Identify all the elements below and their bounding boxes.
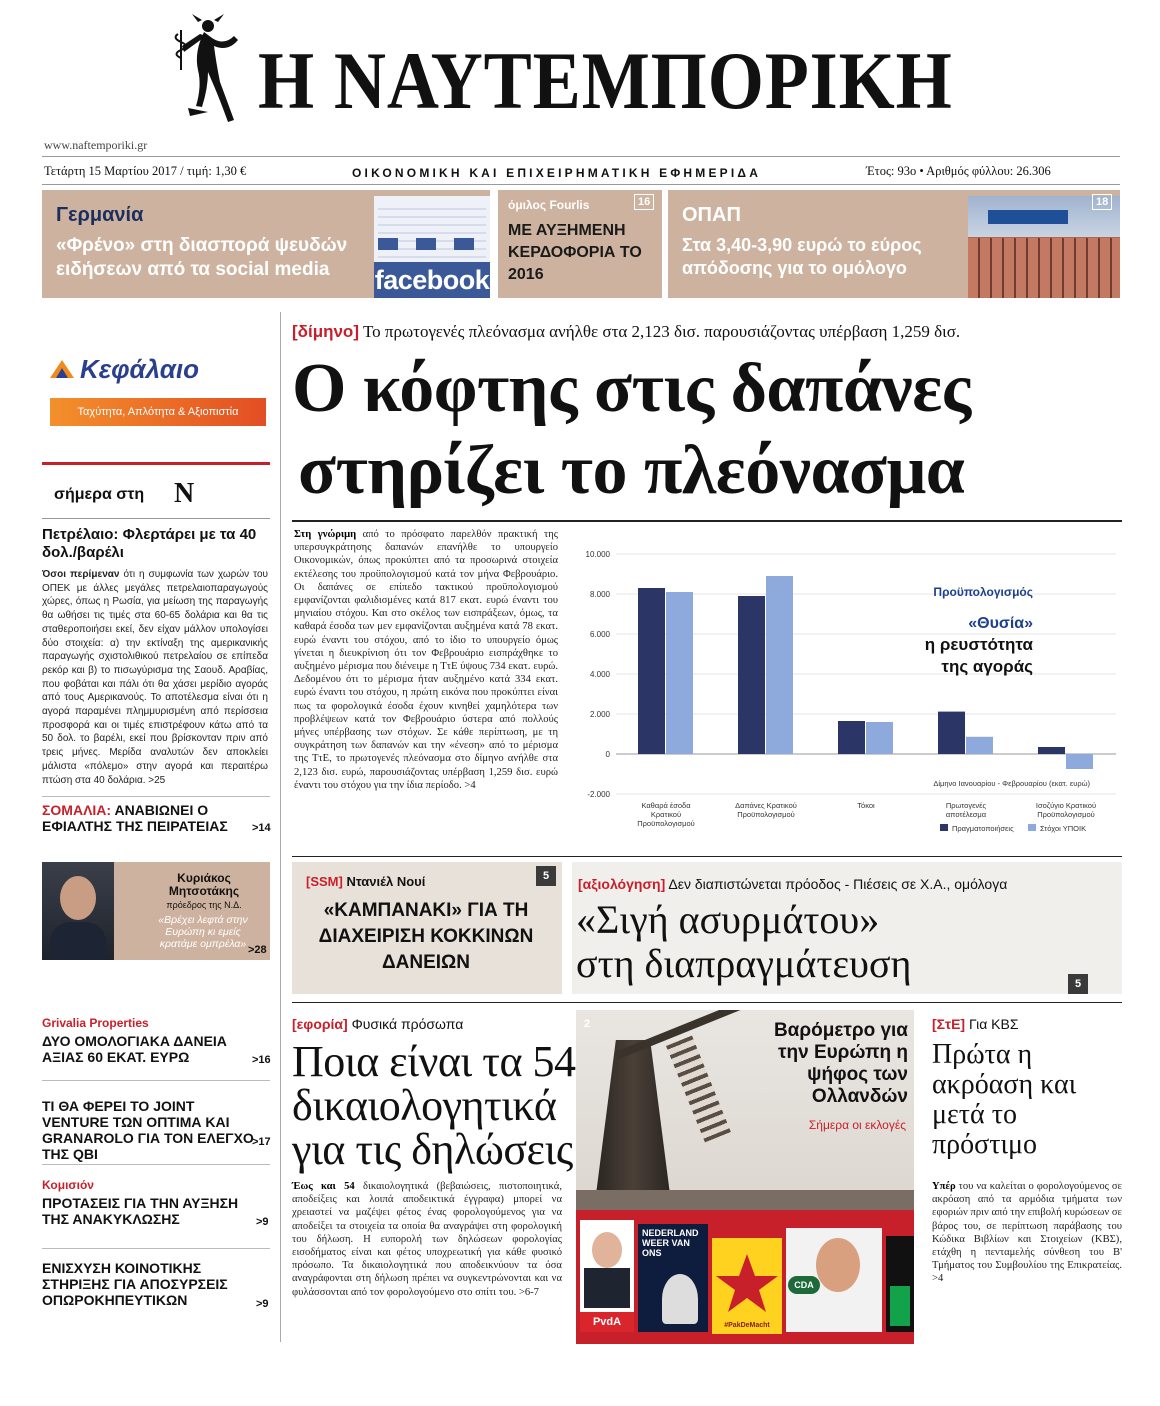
tax-headline-line-2: δικαιολογητικά bbox=[292, 1081, 557, 1130]
item-title: ΠΡΟΤΑΣΕΙΣ ΓΙΑ ΤΗΝ ΑΥΞΗΣΗ ΤΗΣ ΑΝΑΚΥΚΛΩΣΗΣ bbox=[42, 1195, 239, 1227]
tax-deck bbox=[292, 1016, 463, 1032]
teaser-text: ΜΕ ΑΥΞΗΜΕΝΗ ΚΕΡΔΟΦΟΡΙΑ ΤΟ 2016 bbox=[508, 222, 642, 283]
page-ref[interactable]: >16 bbox=[252, 1054, 271, 1066]
ad-slogan: Ταχύτητα, Απλότητα & Αξιοπιστία bbox=[50, 398, 266, 426]
ste-deck-text: Για ΚΒΣ bbox=[968, 1016, 1019, 1032]
ssm-kicker: [SSM] bbox=[306, 874, 343, 889]
page-ref[interactable]: 16 bbox=[634, 194, 654, 210]
item-title: ΕΝΙΣΧΥΣΗ ΚΟΙΝΟΤΙΚΗΣ ΣΤΗΡΙΞΗΣ ΓΙΑ ΑΠΟΣΥΡΣΕΙΣ ΟΠΩΡΟΚΗΠΕΥΤΙΚΩΝ bbox=[42, 1260, 228, 1308]
chart-note: Δίμηνο Ιανουαρίου - Φεβρουαρίου (εκατ. ευρώ) bbox=[933, 779, 1090, 788]
y-tick-label: 8.000 bbox=[589, 590, 610, 599]
teaser-title: Γερμανία bbox=[56, 204, 144, 226]
facebook-image bbox=[374, 196, 490, 298]
item-title: ΤΙ ΘΑ ΦΕΡΕΙ ΤΟ JOINT VENTURE ΤΩΝ ΟΠΤΙΜΑ ΚΑΙ GRANAROLO ΓΙΑ ΤΟΝ ΕΛΕΓΧΟ ΤΗΣ QBI bbox=[42, 1098, 254, 1162]
netherlands-sub: Σήμερα οι εκλογές bbox=[808, 1118, 906, 1132]
legend-swatch bbox=[940, 824, 948, 831]
sidebar-lead-title[interactable]: Πετρέλαιο: Φλερτάρει με τα 40 δολ./βαρέλι bbox=[42, 526, 257, 561]
mitsotakis-box[interactable] bbox=[42, 862, 270, 960]
negotiation-deck: Δεν διαπιστώνεται πρόοδος - Πιέσεις σε Χ.Α., ομόλογα bbox=[668, 876, 1008, 892]
ste-kicker: [ΣτΕ] bbox=[932, 1016, 966, 1032]
poster-label: CDA bbox=[788, 1276, 820, 1294]
budget-chart bbox=[568, 528, 1120, 850]
bar bbox=[1038, 747, 1065, 754]
teaser-fourlis[interactable] bbox=[498, 190, 662, 298]
facebook-label: facebook bbox=[374, 262, 490, 298]
sidebar-somalia[interactable] bbox=[42, 802, 270, 842]
lede: Όσοι περίμεναν bbox=[42, 569, 120, 580]
mitsotakis-photo bbox=[42, 862, 114, 960]
sidebar-section-title: σήμερα στη bbox=[54, 486, 145, 503]
body: ότι η συμφωνία των χωρών του ΟΠΕΚ με άλλες μεγάλες πετρελαιοπαραγωγούς χώρες, όπως η Ρωσία, για μείωση της παραγωγής θα ωθήσει τις τιμές στα 60-65 δολάρια και θα τις σταθεροποιήσει εκεί, δεν είχαν μάλλον υπολογίσει δύο στοιχεία: α) την εκτίναξη της αμερικανικής παραγωγής σχιστολιθικού πετρελαίου σε επίπεδα ρεκόρ και β) το πισωγύρισμα της Σαουδ. Αραβίας, που φοβάται και πάλι ότι θα χάσει μερίδιο αγοράς από τους Αμερικανούς. Το αποτέλεσμα είναι ότι η αγορά παραμένει πλημμυρισμένη από περίσσεια προσφορά και οι τιμές επιστρέφουν κάτω από τα 50 δολ. το βαρέλι, εκεί που βρίσκονταν πριν από τρεις μήνες. Μερίδα αναλυτών δεν αποκλείει μάλιστα «πόλεμο» στην αγορά και περαιτέρω πτώση στα 40 δολάρια. >25 bbox=[42, 569, 268, 786]
ad-brand: Κεφάλαιο bbox=[80, 354, 199, 384]
kefalaio-logo-icon bbox=[48, 358, 76, 380]
x-tick-label: Δαπάνες Κρατικού Προϋπολογισμού bbox=[735, 801, 797, 819]
bar bbox=[766, 576, 793, 754]
ssm-story[interactable] bbox=[292, 862, 562, 994]
mitsotakis-quote: «Βρέχει λεφτά στην Ευρώπη κι εμείς κρατάμε ομπρέλα» bbox=[158, 914, 248, 950]
x-tick-label: Τόκοι bbox=[857, 801, 875, 810]
negotiation-headline-line-2: στη διαπραγμάτευση bbox=[576, 941, 912, 986]
sidebar-item[interactable] bbox=[42, 1260, 270, 1316]
tax-headline-line-1: Ποια είναι τα 54 bbox=[292, 1037, 576, 1086]
item-kicker: Grivalia Properties bbox=[42, 1016, 149, 1030]
main-body bbox=[294, 528, 558, 792]
ste-body bbox=[932, 1180, 1122, 1286]
ste-headline[interactable]: Πρώτα η ακρόαση και μετά το πρόστιμο bbox=[932, 1039, 1077, 1160]
tax-body bbox=[292, 1180, 562, 1299]
chart-subtitle: η ρευστότητα bbox=[924, 635, 1033, 654]
lede: Υπέρ bbox=[932, 1181, 956, 1192]
x-tick-label: Ισοζύγιο Κρατικού Προϋπολογισμού bbox=[1035, 801, 1097, 819]
poster-label: NEDERLAND WEER VAN ONS bbox=[642, 1228, 699, 1258]
body: από το πρόσφατο παρελθόν πρακτική της υπερσυγκράτησης δαπανών επανήλθε το υπουργείο Οικονομικών, όπως προκύπτει από τα προσωρινά στοιχεία εκτέλεσης του προϋπολογισμού κατά τον μήνα Φεβρουάριο. Οι δαπάνες σε επίπεδο τακτικού προϋπολογισμού εμφανίζονται φαλιδισμένες κατά 817 εκατ. ευρώ έναντι του μηνιαίου στόχου. Και στο σκέλος των εισπράξεων, όμως, τα καθαρά έσοδα των μεν εμφανίζονται αυξημένα κατά 78 εκατ. ευρώ έναντι του στόχου, από το ίδιο το υπουργείο όμως γίνεται η διευκρίνιση ότι τον Φεβρουάριο εισπράχθηκε το αυξημένο μέρισμα που διένειμε η ΤτΕ ύψους 734 εκατ. ευρώ. Δεδομένου ότι το μέρισμα ήταν αυξημένο κατά 334 εκατ. ευρώ έναντι του στόχου, η πρώτη εικόνα που προκύπτει είναι πως τα φορολογικά έσοδα έχουν κινηθεί χαμηλότερα των προβλέψεων κατά τον Φεβρουάριο ύστερα από πολλούς μήνες υπέρβασης των στόχων. Σε κάθε περίπτωση, με τη συγκράτηση των δαπανών και την «ένεση» από το μέρισμα της ΤτΕ, το πρωτογενές πλεόνασμα στο δίμηνο ανήλθε στα 2,123 δισ. ευρώ, παρουσιάζοντας υπέρβαση 1,259 δισ. ευρώ έναντι του στόχου για την ίδια περίοδο. >4 bbox=[294, 529, 558, 791]
bar bbox=[938, 712, 965, 754]
body: του να καλείται ο φορολογούμενος σε ακρόαση από τα αρμόδια τμήματα των εφοριών πριν από την επιβολή κυρώσεων σε βάρος του, σε περίπτωση παράβασης του Κώδικα Βιβλίων και Στοιχείων (ΚΒΣ), ετάχθη η πενταμελής σύνθεση του Β' Τμήματος του Συμβουλίου της Επικρατείας. >4 bbox=[932, 1181, 1122, 1285]
ste-deck bbox=[932, 1016, 1019, 1032]
negotiation-story[interactable] bbox=[572, 862, 1122, 994]
legend-swatch bbox=[1028, 824, 1036, 831]
chart-subtitle: «Θυσία» bbox=[968, 615, 1033, 632]
main-kicker: [δίμηνο] bbox=[292, 322, 359, 341]
bar bbox=[866, 722, 893, 754]
chart-title: Προϋπολογισμός bbox=[933, 585, 1033, 599]
bar bbox=[838, 721, 865, 754]
tax-headline[interactable] bbox=[292, 1037, 576, 1174]
negotiation-kicker: [αξιολόγηση] bbox=[578, 876, 666, 892]
main-deck-text: Το πρωτογενές πλεόνασμα ανήλθε στα 2,123 δισ. παρουσιάζοντας υπέρβαση 1,259 δισ. bbox=[362, 322, 961, 341]
teaser-opap[interactable] bbox=[668, 190, 1120, 298]
kefalaio-ad[interactable] bbox=[42, 336, 270, 436]
naftemporiki-n-logo: N bbox=[174, 478, 195, 509]
teaser-germany[interactable] bbox=[42, 190, 490, 298]
poster-label: PvdA bbox=[580, 1312, 634, 1332]
legend-label: Πραγματοποιήσεις bbox=[952, 824, 1014, 833]
negotiation-headline-line-1: «Σιγή ασυρμάτου» bbox=[576, 897, 880, 942]
chart-subtitle: της αγοράς bbox=[941, 657, 1033, 676]
y-tick-label: 0 bbox=[605, 750, 610, 759]
netherlands-headline: Βαρόμετρο για την Ευρώπη η ψήφος των Ολλανδών bbox=[773, 1020, 908, 1107]
main-deck bbox=[292, 322, 1122, 342]
bar bbox=[1066, 754, 1093, 769]
item-kicker: Κομισιόν bbox=[42, 1178, 94, 1192]
opap-building-image bbox=[968, 196, 1120, 298]
y-tick-label: 4.000 bbox=[589, 670, 610, 679]
website-url[interactable]: www.naftemporiki.gr bbox=[44, 138, 148, 152]
hermes-logo bbox=[168, 12, 248, 130]
lede: Στη γνώριμη bbox=[294, 529, 357, 540]
y-tick-label: 10.000 bbox=[585, 550, 610, 559]
body: δικαιολογητικά (βεβαιώσεις, πιστοποιητικά, αποδείξεις και λοιπά αποδεικτικά έγγραφα) μπορεί να χρειαστεί να μαζέψει φέτος ένας φορολογούμενος για να αποδείξει τα στοιχεία τα οποία θα αναγράψει στη φορολογική του δήλωση. Η ευπορολή των δηλώσεων φορολογίας εισοδήματος είναι και φέτος υποχρεωτική για κάθε φυσικό πρόσωπο. Τα δικαιολογητικά που αποδεικνύουν τα όσα αναγράφονται στη δήλωση πρέπει να συγκεντρώνονται και να φυλάσσονται από τον φορολογούμενο στο σπίτι του. >6-7 bbox=[292, 1181, 562, 1298]
sidebar-item[interactable] bbox=[42, 1016, 270, 1072]
tax-headline-line-3: για τις δηλώσεις bbox=[292, 1125, 573, 1174]
election-posters-image bbox=[576, 1210, 914, 1344]
y-tick-label: -2.000 bbox=[587, 790, 610, 799]
page-ref[interactable]: >14 bbox=[252, 822, 271, 834]
issue-date-price: Τετάρτη 15 Μαρτίου 2017 / τιμή: 1,30 € bbox=[44, 164, 247, 178]
legend-label: Στόχοι ΥΠΟΙΚ bbox=[1040, 824, 1087, 833]
teaser-kicker: όμιλος Fourlis bbox=[508, 198, 590, 212]
masthead-subtitle: ΟΙΚΟΝΟΜΙΚΗ ΚΑΙ ΕΠΙΧΕΙΡΗΜΑΤΙΚΗ ΕΦΗΜΕΡΙΔΑ bbox=[352, 166, 762, 180]
bar bbox=[738, 596, 765, 754]
item-title: ΔΥΟ ΟΜΟΛΟΓΙΑΚΑ ΔΑΝΕΙΑ ΑΞΙΑΣ 60 ΕΚΑΤ. ΕΥΡΩ bbox=[42, 1033, 227, 1065]
tax-deck-text: Φυσικά πρόσωπα bbox=[351, 1016, 464, 1032]
netherlands-story[interactable] bbox=[576, 1010, 914, 1344]
somalia-kicker: ΣΟΜΑΛΙΑ: bbox=[42, 802, 112, 818]
y-tick-label: 2.000 bbox=[589, 710, 610, 719]
main-headline-line-2[interactable]: στηρίζει το πλεόνασμα bbox=[298, 432, 965, 509]
lede: Έως και 54 bbox=[292, 1181, 355, 1192]
ssm-title: «ΚΑΜΠΑΝΑΚΙ» ΓΙΑ ΤΗ ΔΙΑΧΕΙΡΙΣΗ ΚΟΚΚΙΝΩΝ ΔΑΝΕΙΩΝ bbox=[318, 900, 534, 973]
teaser-text: Στα 3,40-3,90 ευρώ το εύρος απόδοσης για το ομόλογο bbox=[682, 235, 922, 278]
page-ref[interactable]: >17 bbox=[252, 1136, 271, 1148]
x-tick-label: Καθαρά έσοδα Κρατικού Προϋπολογισμού bbox=[637, 801, 695, 828]
ssm-name: Ντανιέλ Νουί bbox=[346, 874, 426, 889]
page-ref[interactable]: 2 bbox=[584, 1018, 591, 1030]
teaser-text: «Φρένο» στη διασπορά ψευδών ειδήσεων από τα social media bbox=[56, 235, 348, 280]
tax-kicker: [εφορία] bbox=[292, 1016, 348, 1032]
page-ref[interactable]: >9 bbox=[256, 1298, 269, 1310]
page-ref[interactable]: 5 bbox=[536, 866, 556, 886]
page-ref[interactable]: >9 bbox=[256, 1216, 269, 1228]
masthead-title: Η ΝΑΥΤΕΜΠΟΡΙΚΗ bbox=[258, 35, 953, 126]
mitsotakis-name: Κυριάκος Μητσοτάκης bbox=[168, 871, 240, 898]
bar bbox=[638, 588, 665, 754]
sidebar-lead-body bbox=[42, 568, 268, 787]
page-ref[interactable]: 5 bbox=[1068, 974, 1088, 994]
poster-label: #PakDeMacht bbox=[724, 1322, 770, 1329]
sidebar-item[interactable] bbox=[42, 1098, 271, 1162]
page-ref[interactable]: 18 bbox=[1092, 194, 1112, 210]
teaser-title: ΟΠΑΠ bbox=[682, 204, 741, 226]
mitsotakis-role: πρόεδρος της Ν.Δ. bbox=[166, 900, 242, 910]
somalia-title: ΑΝΑΒΙΩΝΕΙ Ο ΕΦΙΑΛΤΗΣ ΤΗΣ ΠΕΙΡΑΤΕΙΑΣ bbox=[42, 802, 228, 834]
y-tick-label: 6.000 bbox=[589, 630, 610, 639]
star-icon bbox=[712, 1248, 782, 1318]
bar bbox=[966, 737, 993, 754]
main-headline-line-1[interactable]: Ο κόφτης στις δαπάνες bbox=[292, 350, 971, 427]
page-ref[interactable]: >28 bbox=[248, 944, 267, 956]
x-tick-label: Πρωτογενές αποτέλεσμα bbox=[945, 801, 987, 819]
bar bbox=[666, 592, 693, 754]
issue-number: Έτος: 93ο • Αριθμός φύλλου: 26.306 bbox=[866, 164, 1051, 178]
sidebar-item[interactable] bbox=[42, 1178, 270, 1234]
